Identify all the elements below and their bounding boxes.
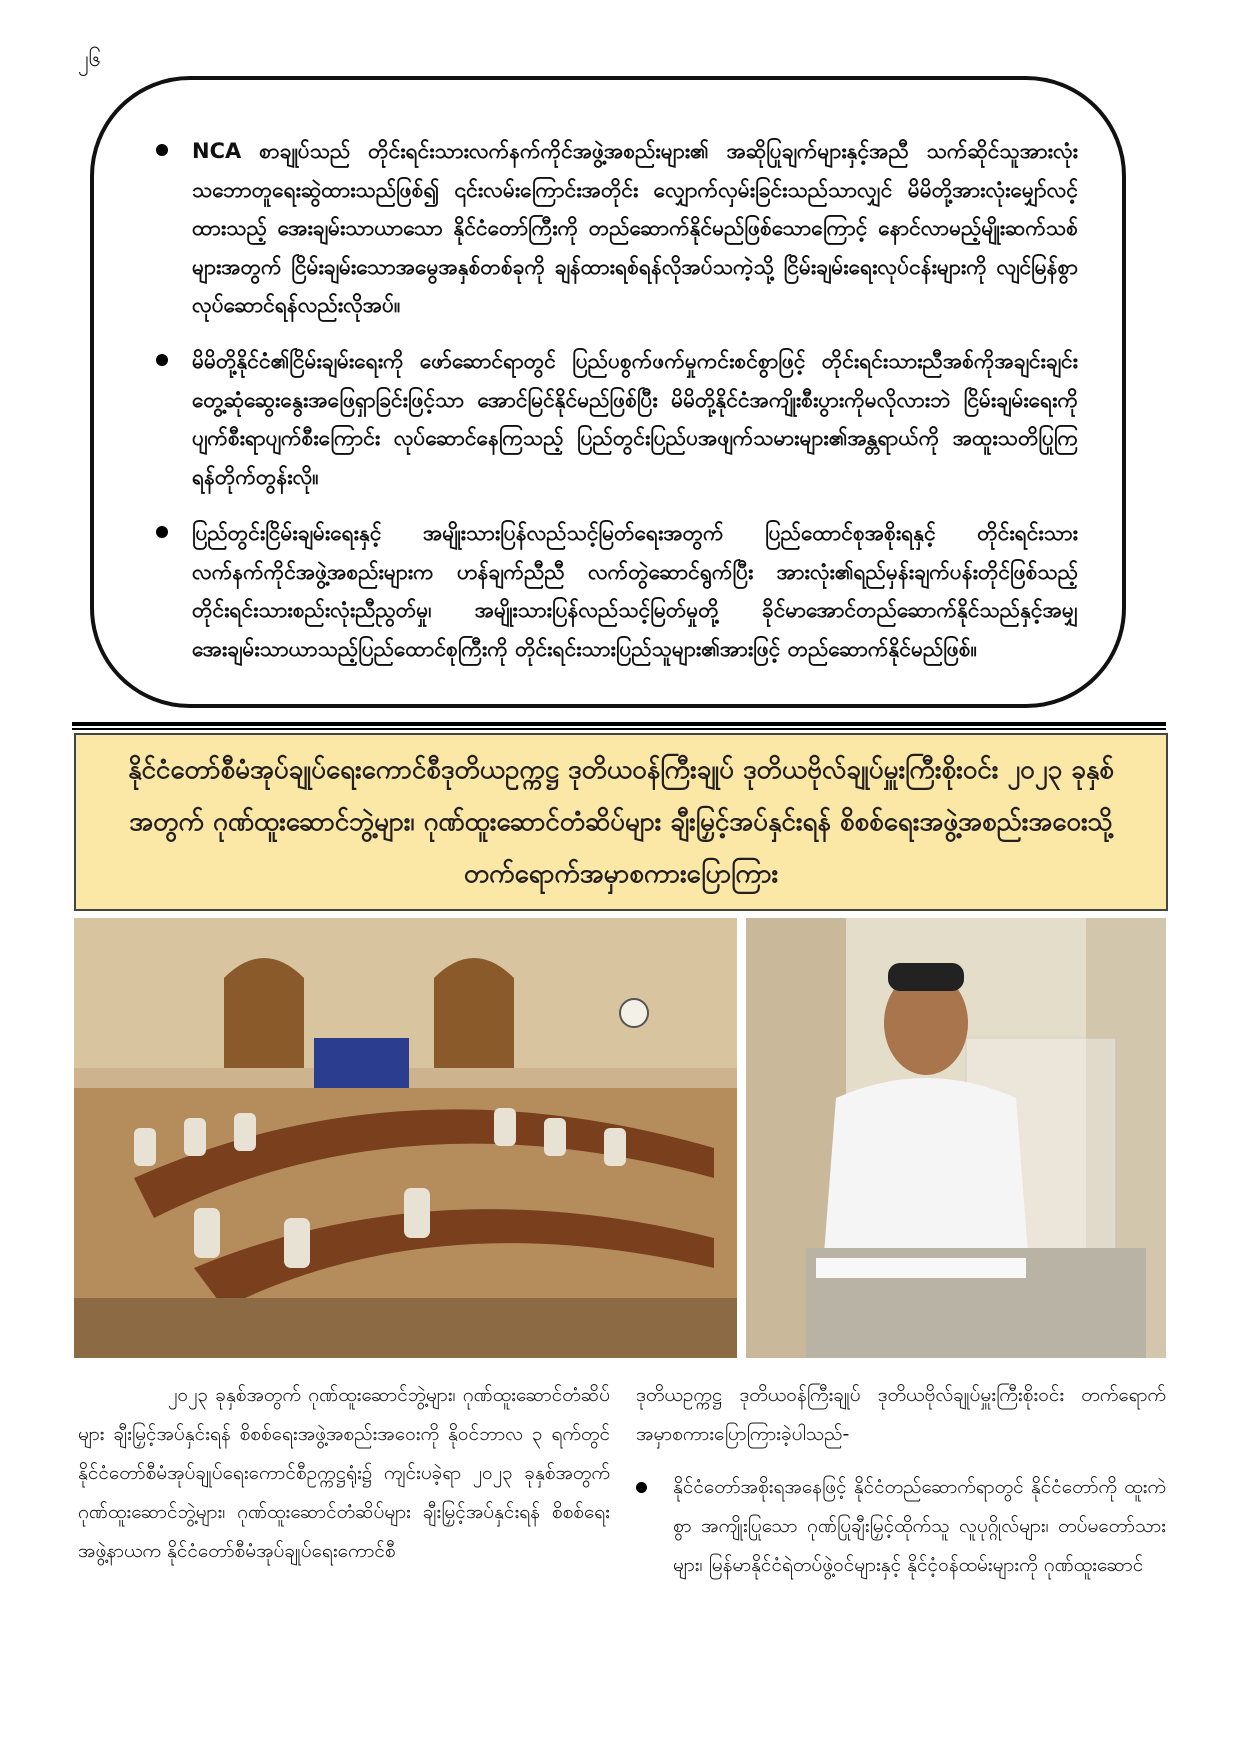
right-column-bullet (636, 1468, 1166, 1628)
meeting-room-photo (74, 918, 737, 1358)
right-column-intro: ဒုတိယဥက္ကဋ္ဌ ဒုတိယဝန်ကြီးချုပ် ဒုတိယဗိုလ်ချုပ်မှူးကြီးစိုးဝင်း တက်ရောက်အမှာစကားပြောကြားခဲ့ပါသည်- (636, 1384, 1166, 1445)
key-point-item (156, 132, 1078, 324)
body-left-column: ၂၀၂၃ ခုနှစ်အတွက် ဂုဏ်ထူးဆောင်ဘွဲ့များ၊ ဂုဏ်ထူးဆောင်တံဆိပ်များ ချီးမြှင့်အပ်နှင်းရန် စိစစ်ရေးအဖွဲ့အစည်းအဝေးကို နိုဝင်ဘာလ ၃ ရက်တွင် နိုင်ငံတော်စီမံအုပ်ချုပ်ရေးကောင်စီဥက္ကဋ္ဌရုံး၌ ကျင်းပခဲ့ရာ ၂၀၂၃ ခုနှစ်အတွက် ဂုဏ်ထူးဆောင်ဘွဲ့များ၊ ဂုဏ်ထူးဆောင်တံဆိပ်များ ချီးမြှင့်အပ်နှင်းရန် စိစစ်ရေးအဖွဲ့နာယက နိုင်ငံတော်စီမံအုပ်ချုပ်ရေးကောင်စီ (78, 1384, 610, 1562)
page-number: ၂၆ (78, 47, 102, 72)
key-point-text: မိမိတို့နိုင်ငံ၏ငြိမ်းချမ်းရေးကို ဖော်ဆောင်ရာတွင် ပြည်ပစွက်ဖက်မှုကင်းစင်စွာဖြင့် တိုင်းရင်းသားညီအစ်ကိုအချင်းချင်း တွေ့ဆုံဆွေးနွေးအဖြေရှာခြင်းဖြင့်သာ အောင်မြင်နိုင်မည်ဖြစ်ပြီး မိမိတို့နိုင်ငံအကျိုးစီးပွားကိုမလိုလားဘဲ ငြိမ်းချမ်းရေးကို ပျက်စီးရာပျက်စီးကြောင်း လုပ်ဆောင်နေကြသည့် ပြည်တွင်းပြည်ပအဖျက်သမားများ၏အန္တရာယ်ကို အထူးသတိပြုကြရန်တိုက်တွန်းလို။ (192, 349, 1078, 489)
key-point-text: NCA စာချုပ်သည် တိုင်းရင်းသားလက်နက်ကိုင်အဖွဲ့အစည်းများ၏ အဆိုပြုချက်များနှင့်အညီ သက်ဆိုင်သူအားလုံး သဘောတူရေးဆွဲထားသည်ဖြစ်၍ ၎င်းလမ်းကြောင်းအတိုင်း လျှောက်လှမ်းခြင်းသည်သာလျှင် မိမိတို့အားလုံးမျှော်လင့်ထားသည့် အေးချမ်းသာယာသော နိုင်ငံတော်ကြီးကို တည်ဆောက်နိုင်မည်ဖြစ်သောကြောင့် နောင်လာမည့်မျိုးဆက်သစ်များအတွက် ငြိမ်းချမ်းသောအမွေအနှစ်တစ်ခုကို ချန်ထားရစ်ရန်လိုအပ်သကဲ့သို့ ငြိမ်းချမ်းရေးလုပ်ငန်းများကို လျင်မြန်စွာ လုပ်ဆောင်ရန်လည်းလိုအပ်။ (192, 139, 1078, 317)
divider-bottom (72, 728, 1166, 730)
key-points-list (156, 132, 1078, 686)
headline-box (74, 733, 1168, 911)
meeting-room-illustration (74, 918, 737, 1358)
divider-top (72, 722, 1166, 726)
bullet-icon (156, 144, 168, 156)
speaker-photo (746, 918, 1166, 1358)
speaker-illustration (746, 918, 1166, 1358)
key-points-box (90, 76, 1126, 708)
bullet-icon (156, 526, 168, 538)
key-point-item (156, 342, 1078, 496)
bullet-icon (156, 354, 168, 366)
key-point-text: ပြည်တွင်းငြိမ်းချမ်းရေးနှင့် အမျိုးသားပြန်လည်သင့်မြတ်ရေးအတွက် ပြည်ထောင်စုအစိုးရနှင့် တိုင်းရင်းသားလက်နက်ကိုင်အဖွဲ့အစည်းများက ဟန်ချက်ညီညီ လက်တွဲဆောင်ရွက်ပြီး အားလုံး၏ရည်မှန်းချက်ပန်းတိုင်ဖြစ်သည့် တိုင်းရင်းသားစည်းလုံးညီညွတ်မှု၊ အမျိုးသားပြန်လည်သင့်မြတ်မှုတို့ ခိုင်မာအောင်တည်ဆောက်နိုင်သည်နှင့်အမျှ အေးချမ်းသာယာသည့်ပြည်ထောင်စုကြီးကို တိုင်းရင်းသားပြည်သူများ၏အားဖြင့် တည်ဆောက်နိုင်မည်ဖြစ်။ (192, 521, 1078, 661)
body-right-column (636, 1376, 1166, 1628)
bullet-icon (636, 1482, 647, 1493)
headline: နိုင်ငံတော်စီမံအုပ်ချုပ်ရေးကောင်စီဒုတိယဥက္ကဋ္ဌ ဒုတိယဝန်ကြီးချုပ် ဒုတိယဗိုလ်ချုပ်မှူးကြီးစိုးဝင်း ၂၀၂၃ ခုနှစ်အတွက် ဂုဏ်ထူးဆောင်ဘွဲ့များ၊ ဂုဏ်ထူးဆောင်တံဆိပ်များ ချီးမြှင့်အပ်နှင်းရန် စိစစ်ရေးအဖွဲ့အစည်းအဝေးသို့ တက်ရောက်အမှာစကားပြောကြား (128, 755, 1114, 889)
key-point-item (156, 514, 1078, 668)
right-column-bullet-text: နိုင်ငံတော်အစိုးရအနေဖြင့် နိုင်ငံတည်ဆောက်ရာတွင် နိုင်ငံတော်ကို ထူးကဲစွာ အကျိုးပြုသော ဂုဏ်ပြုချီးမြှင့်ထိုက်သူ လူပုဂ္ဂိုလ်များ၊ တပ်မတော်သားများ၊ မြန်မာနိုင်ငံရဲတပ်ဖွဲ့ဝင်များနှင့် နိုင်ငံ့ဝန်ထမ်းများကို ဂုဏ်ထူးဆောင် (673, 1476, 1166, 1576)
